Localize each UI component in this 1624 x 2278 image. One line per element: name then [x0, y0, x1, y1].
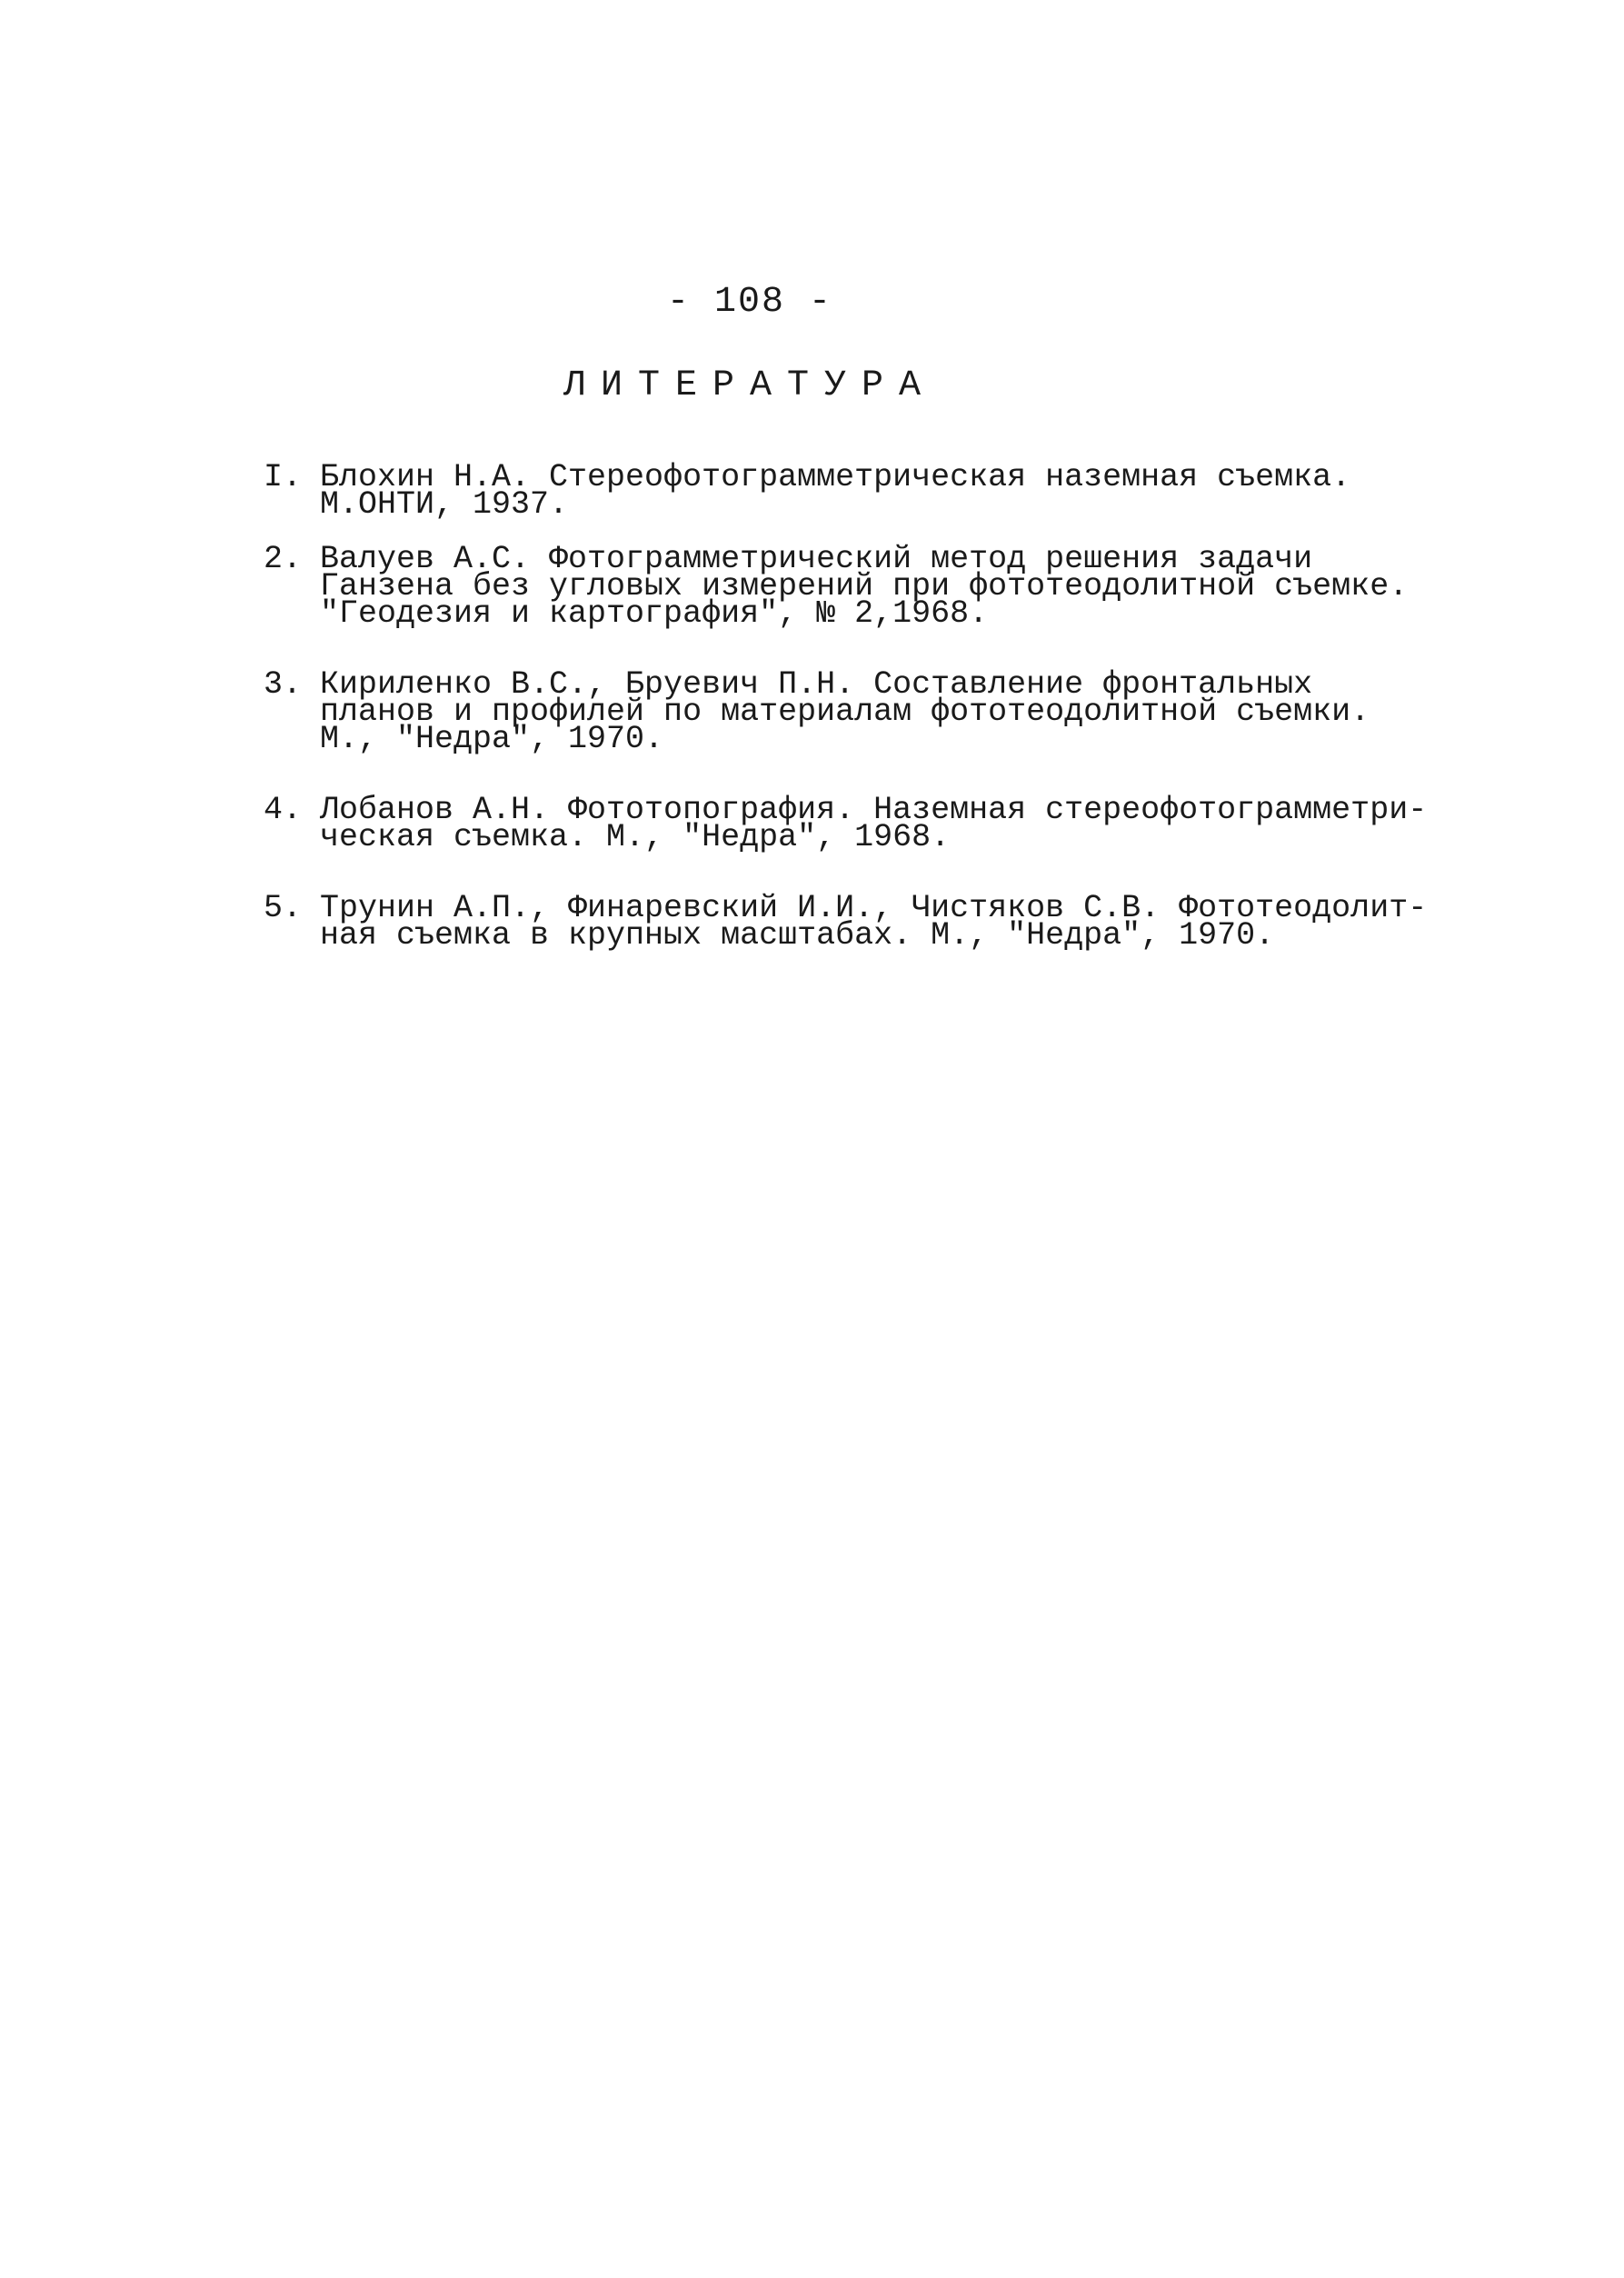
reference-line: Лобанов А.Н. Фототопография. Наземная стереофотограмметри- — [320, 792, 1428, 828]
reference-line: Трунин А.П., Финаревский И.И., Чистяков С.В. Фототеодолит- — [320, 890, 1428, 926]
reference-line: М., "Недра", 1970. — [320, 721, 664, 757]
reference-number: 5. — [264, 890, 303, 926]
reference-line: "Геодезия и картография", № 2,1968. — [320, 595, 989, 632]
reference-line: Кириленко В.С., Бруевич П.Н. Составление фронтальных — [320, 666, 1313, 703]
reference-line: ная съемка в крупных масштабах. М., "Недра", 1970. — [320, 917, 1275, 954]
reference-item-5 — [264, 890, 1463, 954]
reference-line: Ганзена без угловых измерений при фототеодолитной съемке. — [320, 568, 1409, 604]
reference-line: планов и профилей по материалам фототеодолитной съемки. — [320, 694, 1370, 730]
reference-item-4 — [264, 792, 1463, 855]
reference-list — [264, 459, 1463, 976]
reference-line: ческая съемка. М., "Недра", 1968. — [320, 819, 951, 855]
reference-line: Блохин Н.А. Стереофотограмметрическая наземная съемка. — [320, 459, 1351, 495]
section-heading: ЛИТЕРАТУРА — [563, 365, 937, 406]
reference-number: I. — [264, 459, 303, 495]
reference-item-3 — [264, 666, 1463, 757]
reference-item-1 — [264, 459, 1463, 523]
page-number: - 108 - — [666, 282, 833, 323]
reference-item-2 — [264, 541, 1463, 632]
reference-number: 4. — [264, 792, 303, 828]
reference-number: 3. — [264, 666, 303, 703]
reference-line: М.ОНТИ, 1937. — [320, 486, 569, 523]
reference-line: Валуев А.С. Фотограмметрический метод решения задачи — [320, 541, 1313, 577]
reference-number: 2. — [264, 541, 303, 577]
